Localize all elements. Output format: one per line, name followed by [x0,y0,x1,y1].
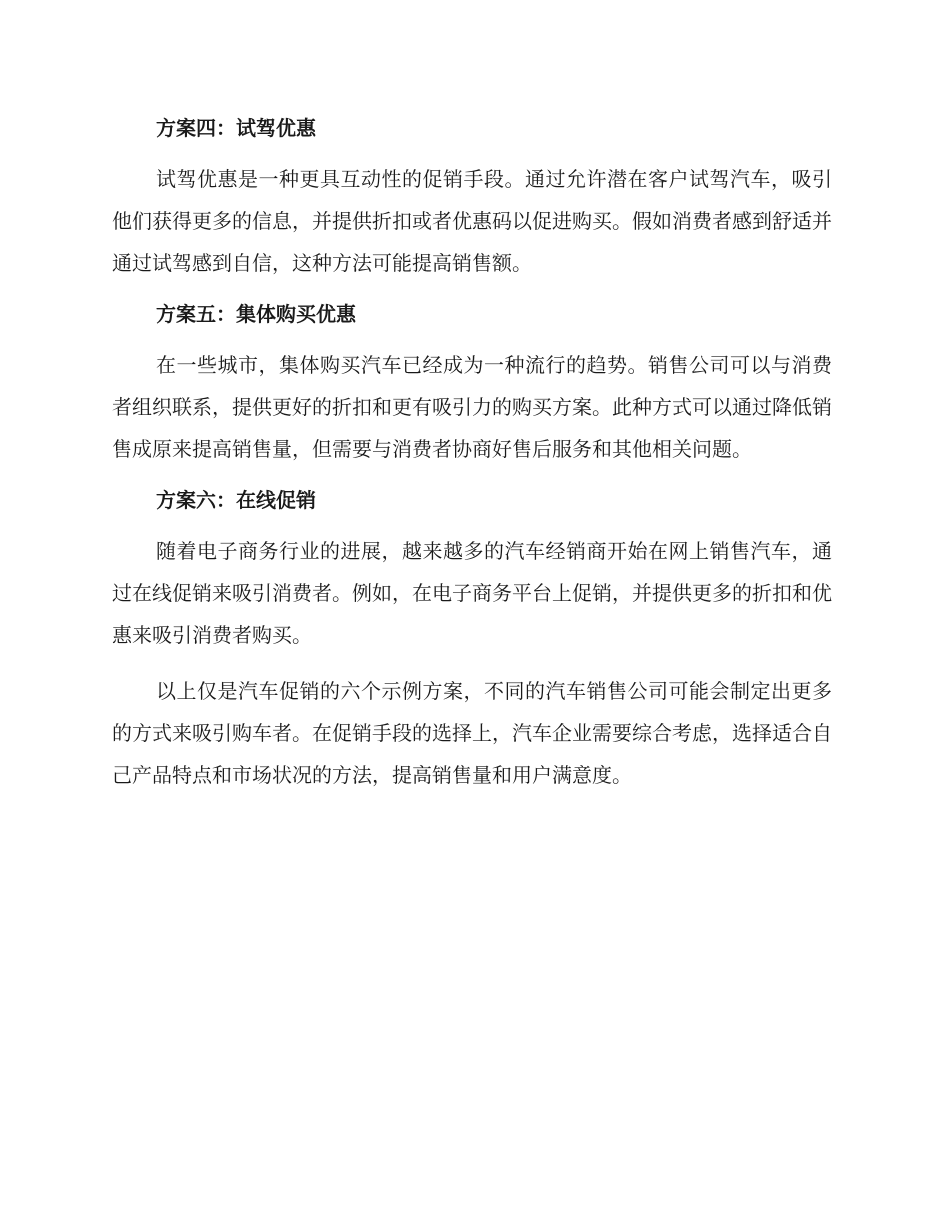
section-body-plan-5: 在一些城市，集体购买汽车已经成为一种流行的趋势。销售公司可以与消费者组织联系，提供更好的折扣和更有吸引力的购买方案。此种方式可以通过降低销售成原来提高销售量，但需要与消费者协商好售后服务和其他相关问题。 [112,353,832,461]
conclusion-paragraph: 以上仅是汽车促销的六个示例方案，不同的汽车销售公司可能会制定出更多的方式来吸引购车者。在促销手段的选择上，汽车企业需要综合考虑，选择适合自己产品特点和市场状况的方法，提高销售量和用户满意度。 [112,679,832,787]
document-content [112,108,832,796]
section-heading-plan-5: 方案五：集体购买优惠 [156,302,356,326]
section-body-plan-6: 随着电子商务行业的进展，越来越多的汽车经销商开始在网上销售汽车，通过在线促销来吸引消费者。例如，在电子商务平台上促销，并提供更多的折扣和优惠来吸引消费者购买。 [112,539,832,647]
section-heading-plan-4: 方案四：试驾优惠 [156,116,316,140]
section-body-plan-4: 试驾优惠是一种更具互动性的促销手段。通过允许潜在客户试驾汽车，吸引他们获得更多的信息，并提供折扣或者优惠码以促进购买。假如消费者感到舒适并通过试驾感到自信，这种方法可能提高销售额。 [112,167,832,275]
section-heading-plan-6: 方案六：在线促销 [156,488,316,512]
